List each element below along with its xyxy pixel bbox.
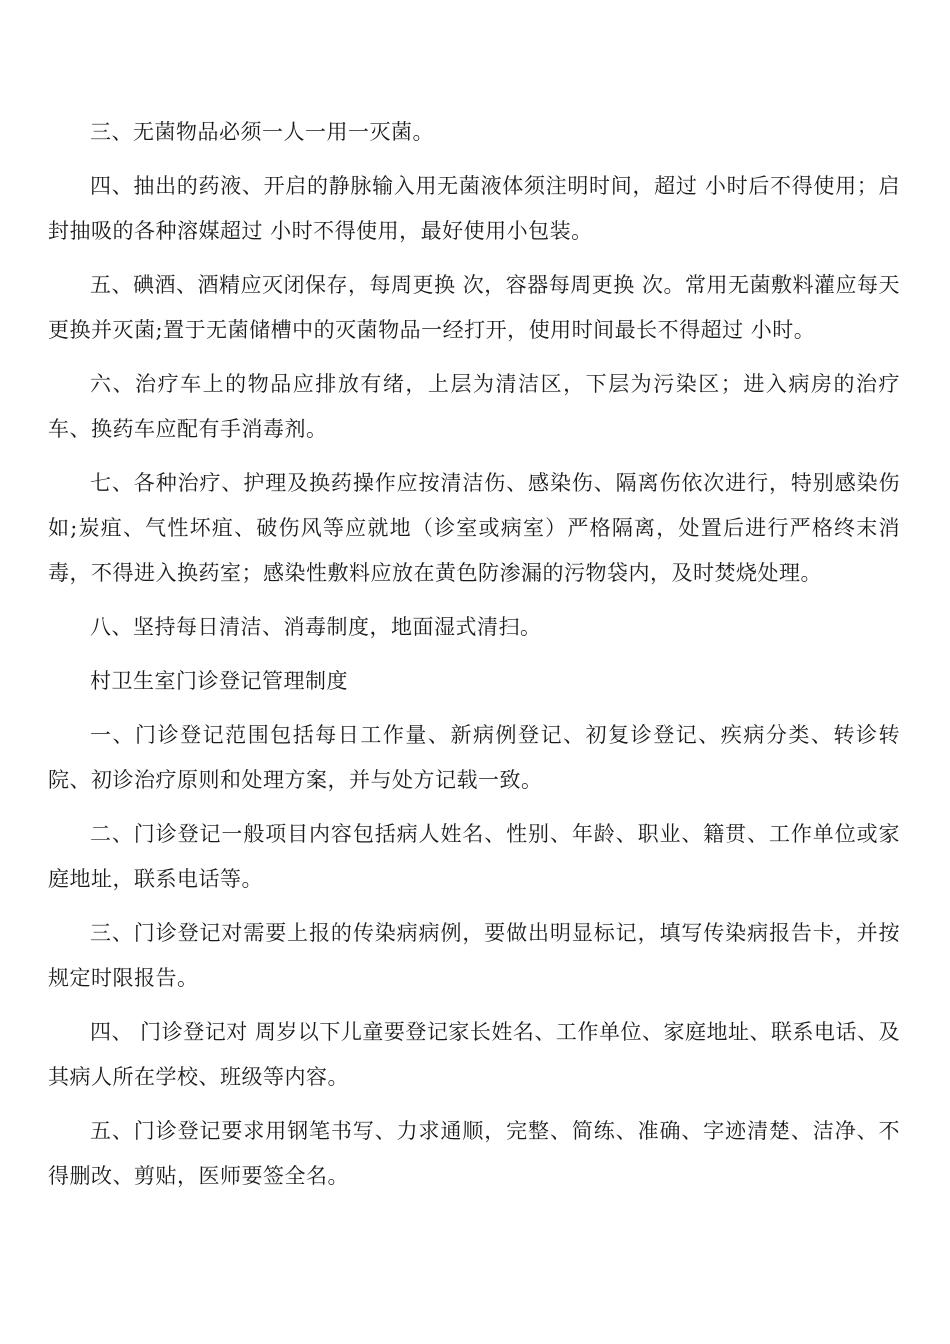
- paragraph-sterile-items-rule: 三、无菌物品必须一人一用一灭菌。: [90, 120, 434, 144]
- document-body: [48, 110, 900, 1208]
- paragraph-daily-cleaning-rule: 八、坚持每日清洁、消毒制度，地面湿式清扫。: [90, 615, 542, 639]
- paragraph-iodine-alcohol-rule: 五、碘酒、酒精应灭闭保存，每周更换 次，容器每周更换 次。常用无菌敷料灌应每天更换并灭菌;置于无菌储槽中的灭菌物品一经打开，使用时间最长不得超过 小时。: [48, 273, 900, 342]
- paragraph-wound-order-rule: 七、各种治疗、护理及换药操作应按清洁伤、感染伤、隔离伤依次进行，特别感染伤如;炭疽、气性坏疽、破伤风等应就地（诊室或病室）严格隔离，处置后进行严格终末消毒，不得进入换药室；感染性敷料应放在黄色防渗漏的污物袋内，及时焚烧处理。: [48, 471, 900, 585]
- paragraph-infectious-disease-report: 三、门诊登记对需要上报的传染病病例，要做出明显标记，填写传染病报告卡，并按规定时限报告。: [48, 921, 900, 990]
- paragraph-writing-requirements: 五、门诊登记要求用钢笔书写、力求通顺，完整、简练、准确、字迹清楚、洁净、不得删改、剪贴，医师要签全名。: [48, 1119, 900, 1188]
- paragraph-drug-solution-time-rule: 四、抽出的药液、开启的静脉输入用无菌液体须注明时间，超过 小时后不得使用；启封抽吸的各种溶媒超过 小时不得使用，最好使用小包装。: [48, 174, 901, 243]
- paragraph-treatment-cart-rule: 六、治疗车上的物品应排放有绪，上层为清洁区，下层为污染区；进入病房的治疗车、换药车应配有手消毒剂。: [48, 372, 900, 441]
- paragraph-child-registration: 四、 门诊登记对 周岁以下儿童要登记家长姓名、工作单位、家庭地址、联系电话、及其病人所在学校、班级等内容。: [48, 1020, 900, 1089]
- paragraph-registration-scope: 一、门诊登记范围包括每日工作量、新病例登记、初复诊登记、疾病分类、转诊转院、初诊治疗原则和处理方案，并与处方记载一致。: [48, 723, 900, 792]
- paragraph-registration-items: 二、门诊登记一般项目内容包括病人姓名、性别、年龄、职业、籍贯、工作单位或家庭地址，联系电话等。: [48, 822, 900, 891]
- section-title-outpatient-registration: 村卫生室门诊登记管理制度: [90, 669, 348, 693]
